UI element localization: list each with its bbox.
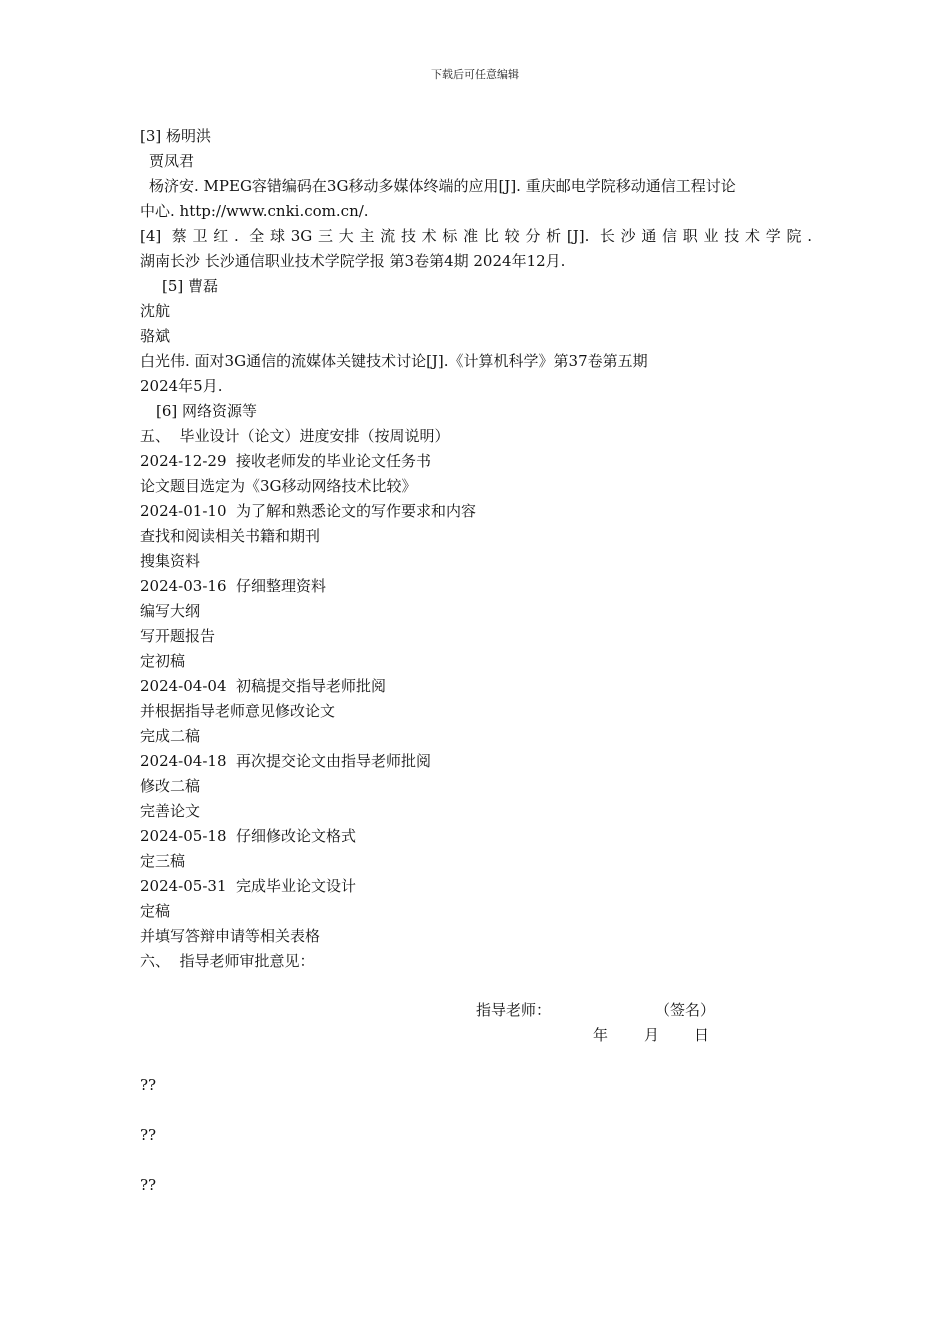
advisor-label: 指导老师： — [476, 1001, 552, 1019]
schedule-line: 2024-01-10 为了解和熟悉论文的写作要求和内容 — [140, 502, 477, 520]
ref-3-text-cont: 中心. http://www.cnki.com.cn/. — [140, 202, 369, 220]
schedule-line: 修改二稿 — [140, 777, 201, 795]
section-6-title: 六、 指导老师审批意见： — [140, 952, 315, 970]
date-month-label: 月 — [644, 1026, 660, 1044]
schedule-line: 并填写答辩申请等相关表格 — [140, 927, 321, 945]
ref-5-text-cont: 2024年5月. — [140, 377, 223, 395]
placeholder-text: ?? — [140, 1126, 157, 1144]
schedule-line: 编写大纲 — [140, 602, 201, 620]
schedule-line: 并根据指导老师意见修改论文 — [140, 702, 336, 720]
section-5-title: 五、 毕业设计（论文）进度安排（按周说明） — [140, 427, 450, 445]
schedule-line: 2024-05-18 仔细修改论文格式 — [140, 827, 357, 845]
ref-4-text: [4] 蔡卫红. 全球3G三大主流技术标准比较分析[J]. 长沙通信职业技术学院. — [140, 227, 812, 245]
schedule-line: 写开题报告 — [140, 627, 216, 645]
ref-3-author-2: 贾凤君 — [149, 152, 195, 170]
ref-5-author-3: 骆斌 — [140, 327, 171, 345]
ref-5-text: 白光伟. 面对3G通信的流媒体关键技术讨论[J].《计算机科学》第37卷第五期 — [140, 352, 648, 370]
schedule-line: 2024-12-29 接收老师发的毕业论文任务书 — [140, 452, 432, 470]
schedule-line: 查找和阅读相关书籍和期刊 — [140, 527, 321, 545]
schedule-line: 完成二稿 — [140, 727, 201, 745]
schedule-line: 2024-04-04 初稿提交指导老师批阅 — [140, 677, 387, 695]
schedule-line: 论文题目选定为《3G移动网络技术比较》 — [140, 477, 417, 495]
schedule-line: 搜集资料 — [140, 552, 201, 570]
date-year-label: 年 — [593, 1026, 609, 1044]
schedule-line: 定三稿 — [140, 852, 186, 870]
date-day-label: 日 — [694, 1026, 710, 1044]
ref-3-author: [3] 杨明洪 — [140, 127, 212, 145]
schedule-line: 2024-05-31 完成毕业论文设计 — [140, 877, 357, 895]
schedule-line: 定稿 — [140, 902, 171, 920]
ref-5-author-2: 沈航 — [140, 302, 171, 320]
schedule-line: 2024-03-16 仔细整理资料 — [140, 577, 327, 595]
placeholder-text: ?? — [140, 1176, 157, 1194]
signature-label: （签名） — [655, 1001, 716, 1019]
placeholder-text: ?? — [140, 1076, 157, 1094]
ref-6-text: [6] 网络资源等 — [156, 402, 258, 420]
page-header: 下载后可任意编辑 — [431, 68, 519, 81]
ref-3-text: 杨济安. MPEG容错编码在3G移动多媒体终端的应用[J]. 重庆邮电学院移动通信工程讨论 — [149, 177, 736, 195]
schedule-line: 定初稿 — [140, 652, 186, 670]
schedule-line: 2024-04-18 再次提交论文由指导老师批阅 — [140, 752, 432, 770]
schedule-line: 完善论文 — [140, 802, 201, 820]
ref-5-author: [5] 曹磊 — [162, 277, 219, 295]
ref-4-text-cont: 湖南长沙 长沙通信职业技术学院学报 第3卷第4期 2024年12月. — [140, 252, 566, 270]
